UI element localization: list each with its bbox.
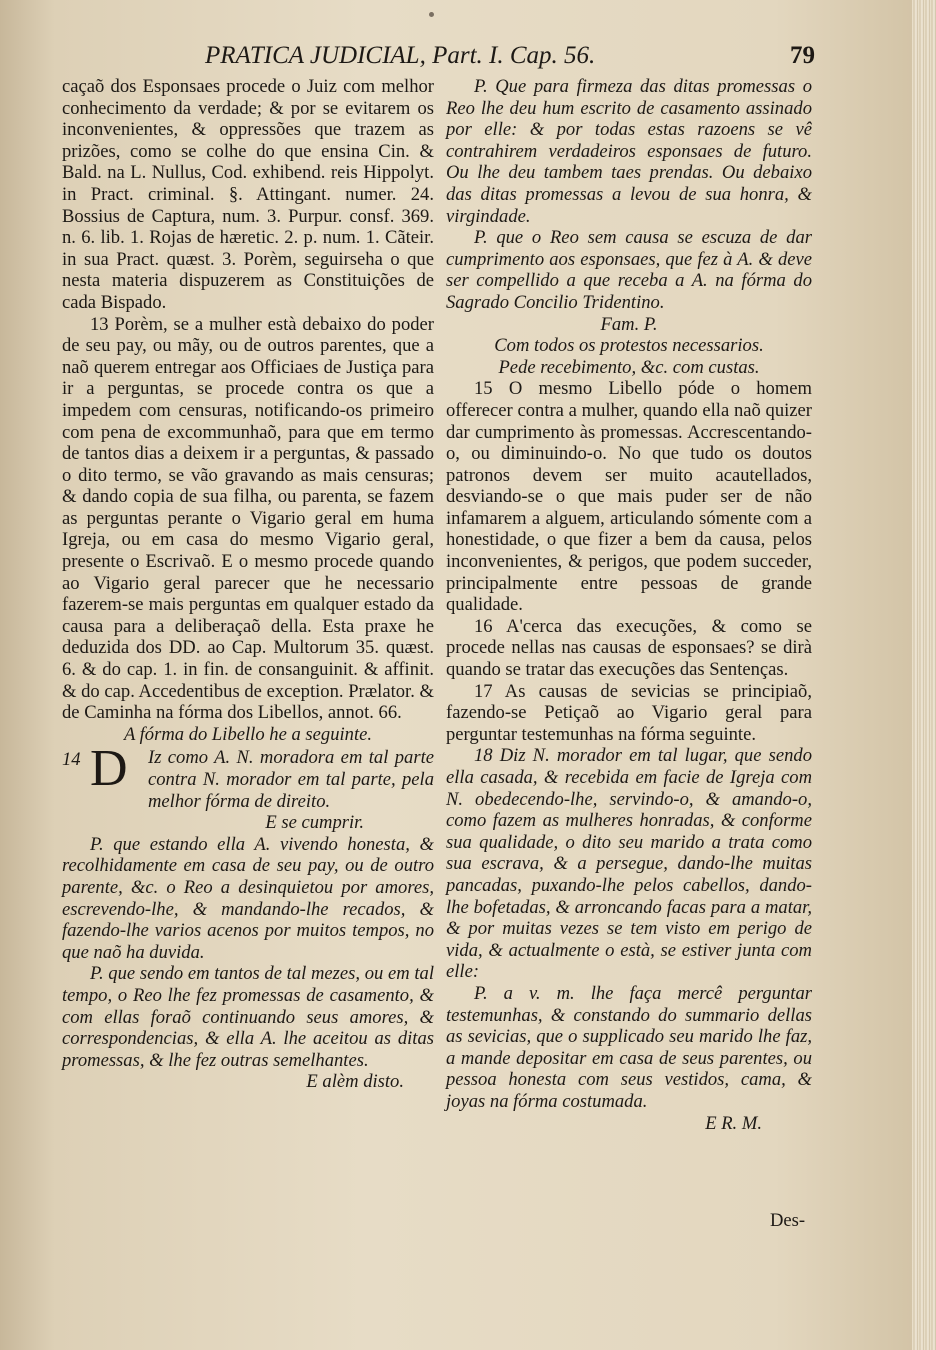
libello-text: Iz como A. N. moradora em tal parte contra N. morador em tal parte, pela melhor fórma de direito. [148,747,434,812]
paragraph-13: 13 Porèm, se a mulher està debaixo do poder de seu pay, ou mãy, ou de outros parentes, que a naõ querem entregar aos Officiaes de Justiça para ir a perguntas, se procede contra os que a impedem com censuras, notificando-os primeiro com pena de excommunhaõ, para que em termo de tantos dias a deixem ir a perguntas, & passado o dito termo, se vão gravando as mais censuras; & dando copia de sua filha, ou parenta, se fazem as perguntas perante o Vigario geral em huma Igreja, ou em casa do mesmo Vigario geral, presente o Escrivaõ. E o mesmo procede quando ao Vigario geral parecer que he necessario fazerem-se mais perguntas em qualquer estado da causa para a deliberaçaõ della. Esta praxe he deduzida dos DD. ao Cap. Multorum 35. quæst. 6. & do cap. 1. in fin. de consanguinit. & affinit. & do cap. Accedentibus de exception. Prælator. & de Caminha na fórma dos Libellos, annot. 66. [62,313,434,724]
article-2: P. que sendo em tantos de tal mezes, ou em tal tempo, o Reo lhe fez promessas de casamento, & com ellas foraõ continuando seus amores, & correspondencias, & ella A. lhe aceitou as ditas promessas, & lhe fez outras semelhantes. [62,963,434,1071]
ink-speck [429,12,434,17]
page-number: 79 [790,42,815,69]
closing-phrase: E se cumprir. [265,812,364,834]
left-column [62,76,434,1093]
article-1: P. que estando ella A. vivendo honesta, & recolhidamente em casa de seu pay, ou de outro parente, &c. o Reo a desinquietou por amores, escrevendo-lhe, & mandando-lhe recados, & fazendo-lhe varios acenos por muitos tempos, no que naõ ha duvida. [62,833,434,963]
libello-heading: A fórma do Libello he a seguinte. [123,723,373,745]
paragraph-15: 15 O mesmo Libello póde o homem offerecer contra a mulher, quando ella naõ quizer dar cumprimento às promessas. Accrescentando-o, ou diminuindo-o. No que tudo os doutos patronos devem ser muito acautellados, desviando-se o que mais puder ser de não infamarem a alguem, articulando sómente com a honestidade, o que fizer a bem da causa, pelos inconvenientes, & perigos, que podem succeder, principalmente entre pessoas de grande qualidade. [446,378,812,616]
continuation-phrase: E alèm disto. [306,1071,404,1093]
drop-cap: D [90,740,128,798]
protestos-line: Com todos os protestos necessarios. [494,335,764,357]
catchword: Des- [770,1210,806,1231]
right-column [446,76,812,1134]
paragraph-17: 17 As causas de sevicias se principiaõ, fazendo-se Petiçaõ ao Vigario geral para perguntar testemunhas na fórma seguinte. [446,680,812,745]
paragraph-12-continued: caçaõ dos Esponsaes procede o Juiz com melhor conhecimento da verdade; & por se evitarem os inconvenientes, & oppressões que trazem as prizões, como se colhe do que ensina Cin. & Bald. na L. Nullus, Cod. exhibend. reis Hippolyt. in Pract. criminal. §. Attingant. numer. 24. Bossius de Captura, num. 3. Purpur. consf. 369. n. 6. lib. 1. Rojas de hæretic. 2. p. num. 1. Cãteir. in sua Pract. quæst. 3. Porèm, seguirseha o que nesta materia dispuzerem as Constituições de cada Bispado. [62,76,434,313]
paragraph-16: 16 A'cerca das execuções, & como se procede nellas nas causas de esponsaes? se dirà quando se tratar das execuções das Sentenças. [446,615,812,681]
petition-request: P. a v. m. lhe faça mercê perguntar testemunhas, & constando do summario dellas as sevicias, que o supplicado seu marido lhe faz, a mande depositar em casa de seus parentes, ou pessoa honesta com seus vestidos, cama, & joyas na fórma costumada. [446,982,812,1112]
article-3: P. Que para firmeza das ditas promessas o Reo lhe deu hum escrito de casamento assinado por elle: & por todas estas razoens se vê contrahirem verdadeiros esponsaes de futuro. Ou lhe deu tambem taes prendas. Ou debaixo das ditas promessas a levou de sua honra, & virgindade. [446,76,812,227]
running-title: PRATICA JUDICIAL, Part. I. Cap. 56. [205,42,596,69]
running-header [205,42,815,72]
erm-line: E R. M. [705,1112,762,1134]
libello-opening [62,740,434,812]
article-4: P. que o Reo sem causa se escuza de dar cumprimento aos esponsaes, que fez à A. & deve ser compellido a que receba a A. na fórma do Sagrado Concilio Tridentino. [446,227,812,313]
page-edges [912,0,936,1350]
paragraph-18: 18 Diz N. morador em tal lugar, que sendo ella casada, & recebida em facie de Igreja com N. obedecendo-lhe, servindo-o, & amando-o, como fazem as mulheres honradas, & conforme sua qualidade, o dito seu marido a trata como sua escrava, & a persegue, dando-lhe muitas pancadas, puxando-lhe pelos cabellos, dando-lhe bofetadas, & arroncando facas para a matar, & por muitas vezes se tem visto em perigo de vida, & actualmente o està, se estiver junta com elle: [446,745,812,983]
paragraph-number: 14 [62,749,81,771]
pede-line: Pede recebimento, &c. com custas. [498,356,760,378]
fam-line: Fam. P. [600,313,658,335]
